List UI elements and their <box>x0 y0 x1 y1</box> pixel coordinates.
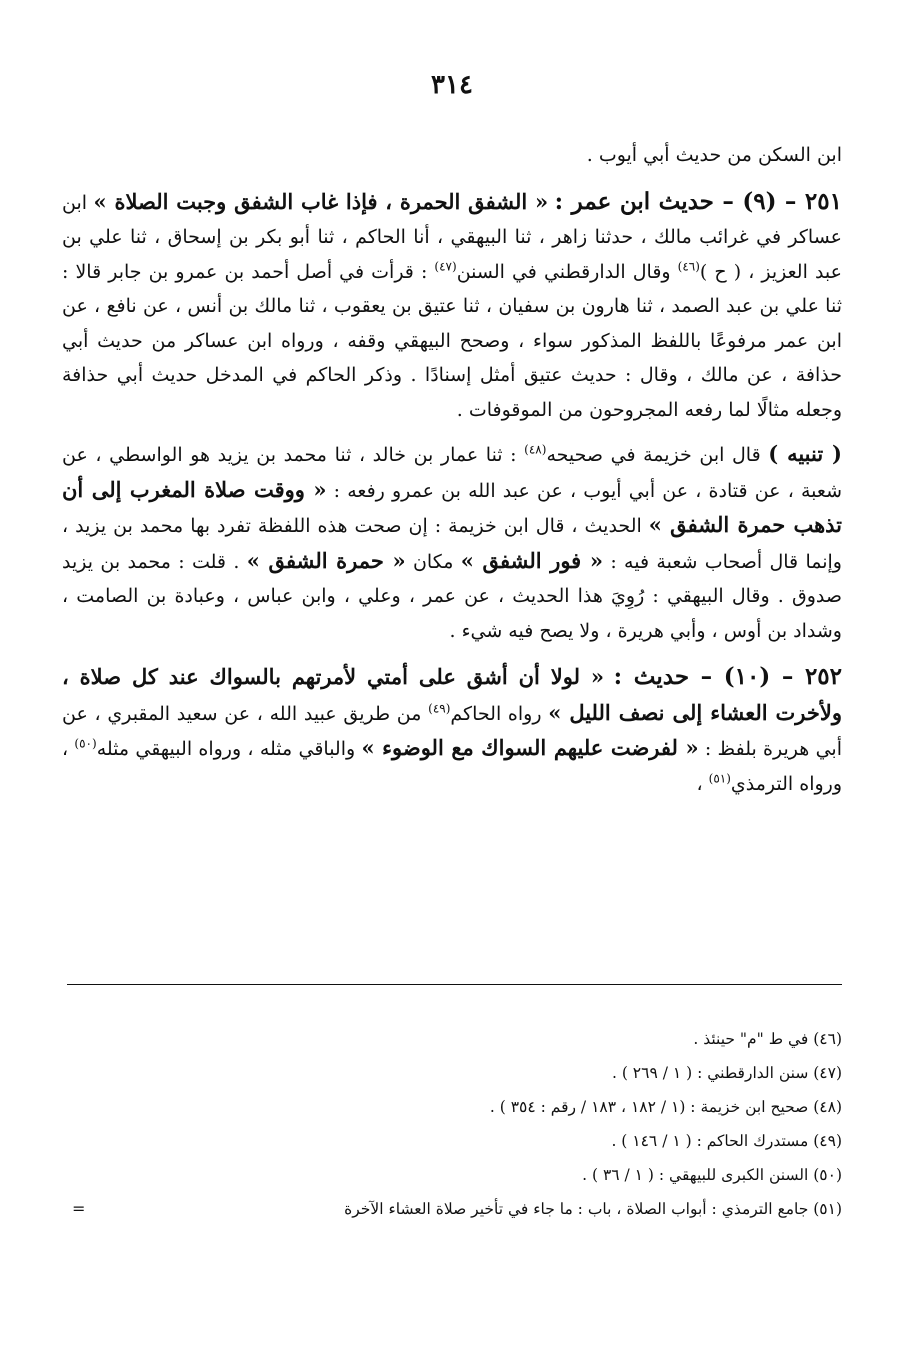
footnote-47: (٤٧) سنن الدارقطني : ( ١ / ٢٦٩ ) . <box>611 1064 842 1082</box>
footnotes <box>62 1022 842 1226</box>
hadith-252-number: ٢٥٢ – (١٠) – حديث : <box>613 663 842 690</box>
tanbih-note <box>62 437 842 648</box>
page-number: ٣١٤ <box>431 70 473 100</box>
tanbih-quote-1: « ووقت صلاة المغرب إلى أن تذهب حمرة الشفق » <box>62 476 843 537</box>
hadith-252 <box>62 660 842 801</box>
tanbih-quote-3: « حمرة الشفق » <box>246 547 406 573</box>
hadith-251-text-2: وقال الدارقطني في السنن <box>456 260 671 283</box>
hadith-252-text-4: ، ورواه الترمذي <box>62 738 842 795</box>
hadith-251-number: ٢٥١ – (٩) – حديث ابن عمر : <box>554 187 842 215</box>
tanbih-text-3: الحديث ، قال ابن خزيمة : إن صحت هذه اللفظة تفرد بها محمد بن يزيد ، وإنما قال أصحاب شعبة فيه : <box>62 515 842 573</box>
continuation-mark: = <box>72 1199 86 1218</box>
tanbih-label: ( تنبيه ) <box>768 441 842 466</box>
hadith-252-quote-1: « لولا أن أشق على أمتي لأمرتهم بالسواك عند كل صلاة ، ولأخرت العشاء إلى نصف الليل » <box>62 664 842 725</box>
main-text <box>62 138 842 801</box>
hadith-252-text-1: رواه الحاكم <box>450 702 542 725</box>
hadith-251-text-3: : قرأت في أصل أحمد بن عمرو بن جابر قالا : ثنا علي بن عبد الصمد ، ثنا هارون بن سفيان ، ثنا عتيق بن يعقوب ، ثنا مالك بن أنس ، عن نافع ، عن ابن عمر مرفوعًا باللفظ المذكور سواء ، وصحح البيهقي وقفه ، ورواه ابن عساكر من حديث أبي حذافة ، عن مالك ، وقال : حديث عتيق أمثل إسنادًا . وذكر الحاكم في المدخل حديث أبي حذافة وجعله مثالًا لما رفعه المجروحون من الموقوفات . <box>62 260 843 421</box>
hadith-252-text-2: من طريق عبيد الله ، عن سعيد المقبري ، عن أبي هريرة بلفظ : <box>62 702 842 760</box>
tanbih-text-2: : ثنا عمار بن خالد ، ثنا محمد بن يزيد هو الواسطي ، عن شعبة ، عن قتادة ، عن أبي أيوب ، عن عبد الله بن عمرو رفعه : <box>62 444 842 502</box>
footnote-separator <box>67 984 842 985</box>
tanbih-text-5: . قلت : محمد بن يزيد صدوق . وقال البيهقي : رُوِيَ هذا الحديث ، عن عمر ، وعلي ، وابن عباس ، وعبادة بن الصامت ، وشداد بن أوس ، وأبي هريرة ، ولا يصح فيه شيء . <box>62 550 842 642</box>
tanbih-text-4: مكان <box>412 550 454 573</box>
footnote-50: (٥٠) السنن الكبرى للبيهقي : ( ١ / ٣٦ ) . <box>582 1166 842 1184</box>
intro-line: ابن السكن من حديث أبي أيوب . <box>586 144 842 166</box>
hadith-251 <box>62 185 842 428</box>
hadith-251-text-1: ابن عساكر في غرائب مالك ، حدثنا زاهر ، ثنا البيهقي ، أنا الحاكم ، ثنا أبو بكر بن إسحاق ، ثنا علي بن عبد العزيز ، ( ح ) <box>62 191 842 283</box>
footnote-ref-50: (٥٠) <box>74 736 97 751</box>
footnote-49: (٤٩) مستدرك الحاكم : ( ١ / ١٤٦ ) . <box>611 1132 842 1150</box>
footnote-ref-51: (٥١) <box>708 771 731 786</box>
hadith-252-text-5: ، <box>696 772 703 795</box>
footnote-46: (٤٦) في ط "م" حينئذ . <box>693 1030 842 1048</box>
hadith-252-quote-2: « لفرضت عليهم السواك مع الوضوء » <box>361 735 699 760</box>
hadith-252-text-3: والباقي مثله ، ورواه البيهقي مثله <box>96 738 356 760</box>
book-page <box>62 0 842 1354</box>
tanbih-quote-2: « فور الشفق » <box>460 547 603 573</box>
footnote-ref-48: (٤٨) <box>524 442 547 457</box>
footnote-51: (٥١) جامع الترمذي : أبواب الصلاة ، باب : ما جاء في تأخير صلاة العشاء الآخرة <box>344 1200 842 1218</box>
footnote-51-row <box>62 1192 842 1226</box>
footnote-ref-49: (٤٩) <box>428 701 451 716</box>
tanbih-text-1: قال ابن خزيمة في صحيحه <box>546 444 761 466</box>
footnote-ref-47: (٤٧) <box>434 259 457 274</box>
hadith-251-quote: « الشفق الحمرة ، فإذا غاب الشفق وجبت الصلاة » <box>93 188 549 214</box>
footnote-48: (٤٨) صحيح ابن خزيمة : (١ / ١٨٢ ، ١٨٣ / رقم : ٣٥٤ ) . <box>489 1098 842 1116</box>
footnote-ref-46: (٤٦) <box>677 259 700 274</box>
